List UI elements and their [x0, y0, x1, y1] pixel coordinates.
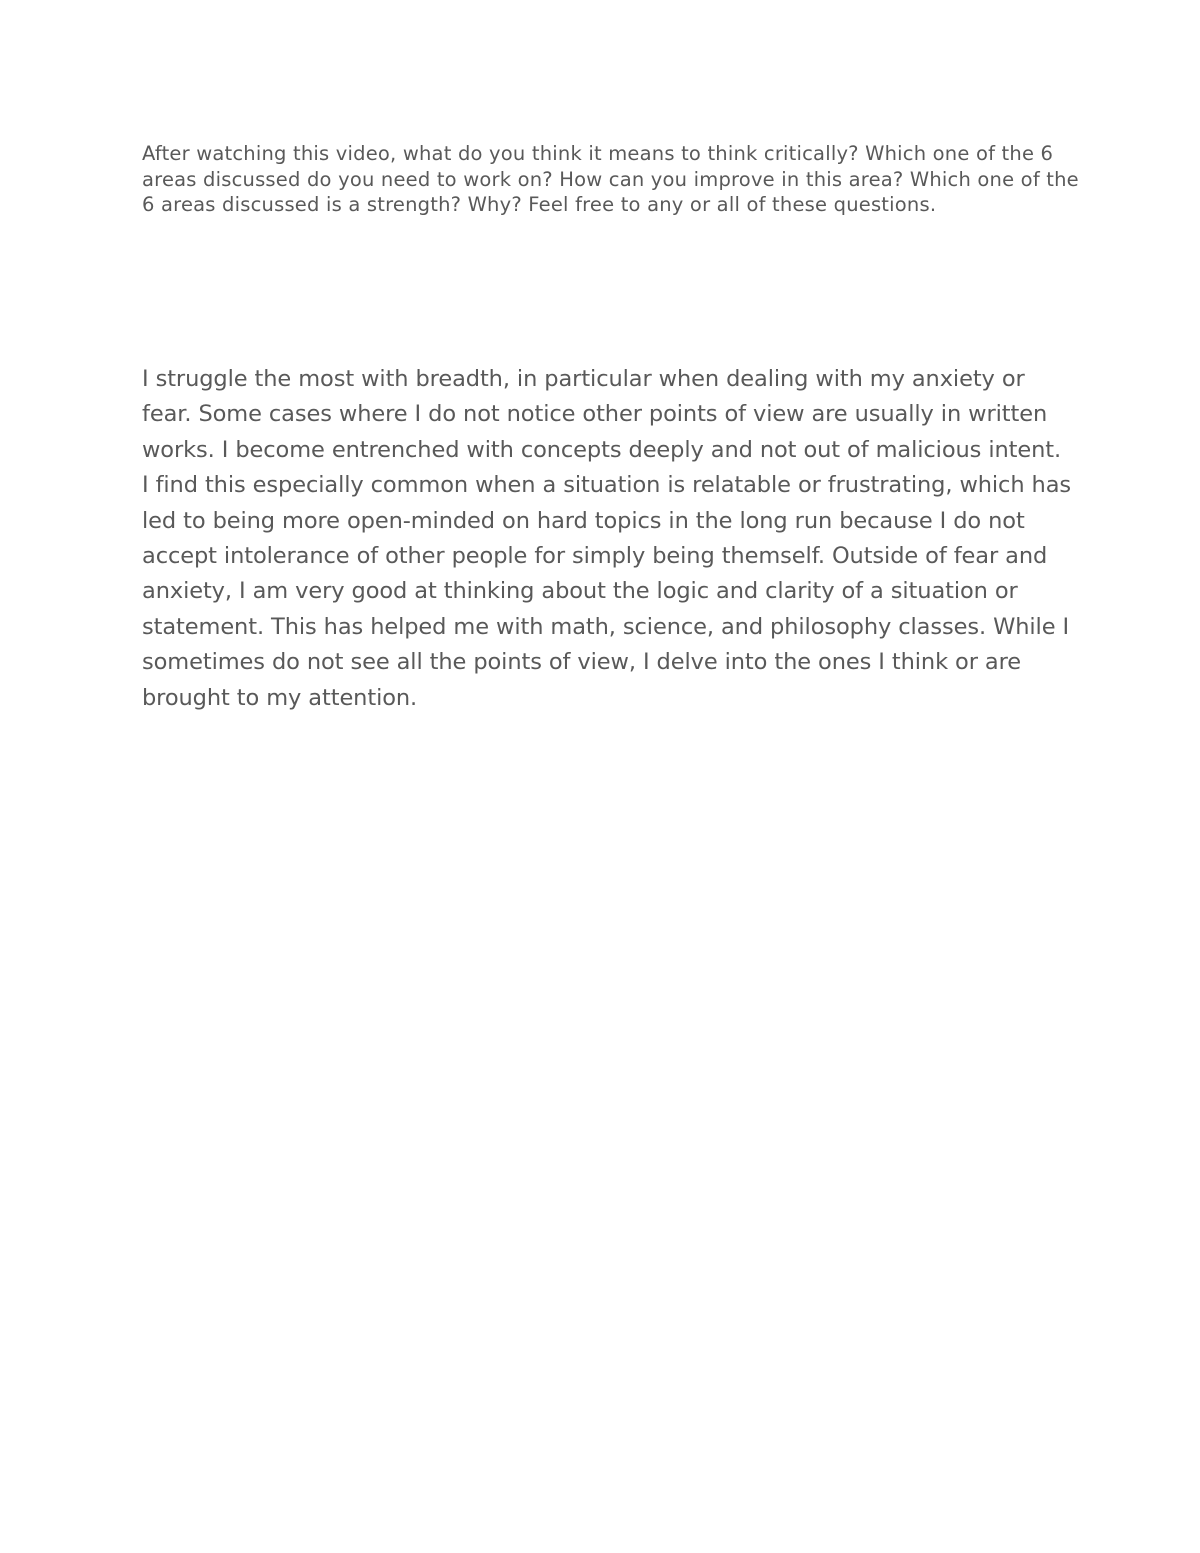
student-response: I struggle the most with breadth, in particular when dealing with my anxiety or fear. Some cases where I do not notice other points of view are usually in written works. I become entrenched with concepts deeply and not out of malicious intent. I find this especially common when a situation is relatable or frustrating, which has led to being more open-minded on hard topics in the long run because I do not accept intolerance of other people for simply being themself. Outside of fear and anxiety, I am very good at thinking about the logic and clarity of a situation or statement. This has helped me with math, science, and philosophy classes. While I sometimes do not see all the points of view, I delve into the ones I think or are brought to my attention. — [142, 366, 1072, 711]
assignment-prompt: After watching this video, what do you think it means to think critically? Which one of the 6 areas discussed do you need to work on? How can you improve in this area? Which one of the 6 areas discussed is a strength? Why? Feel free to any or all of these questions. — [142, 142, 1079, 216]
